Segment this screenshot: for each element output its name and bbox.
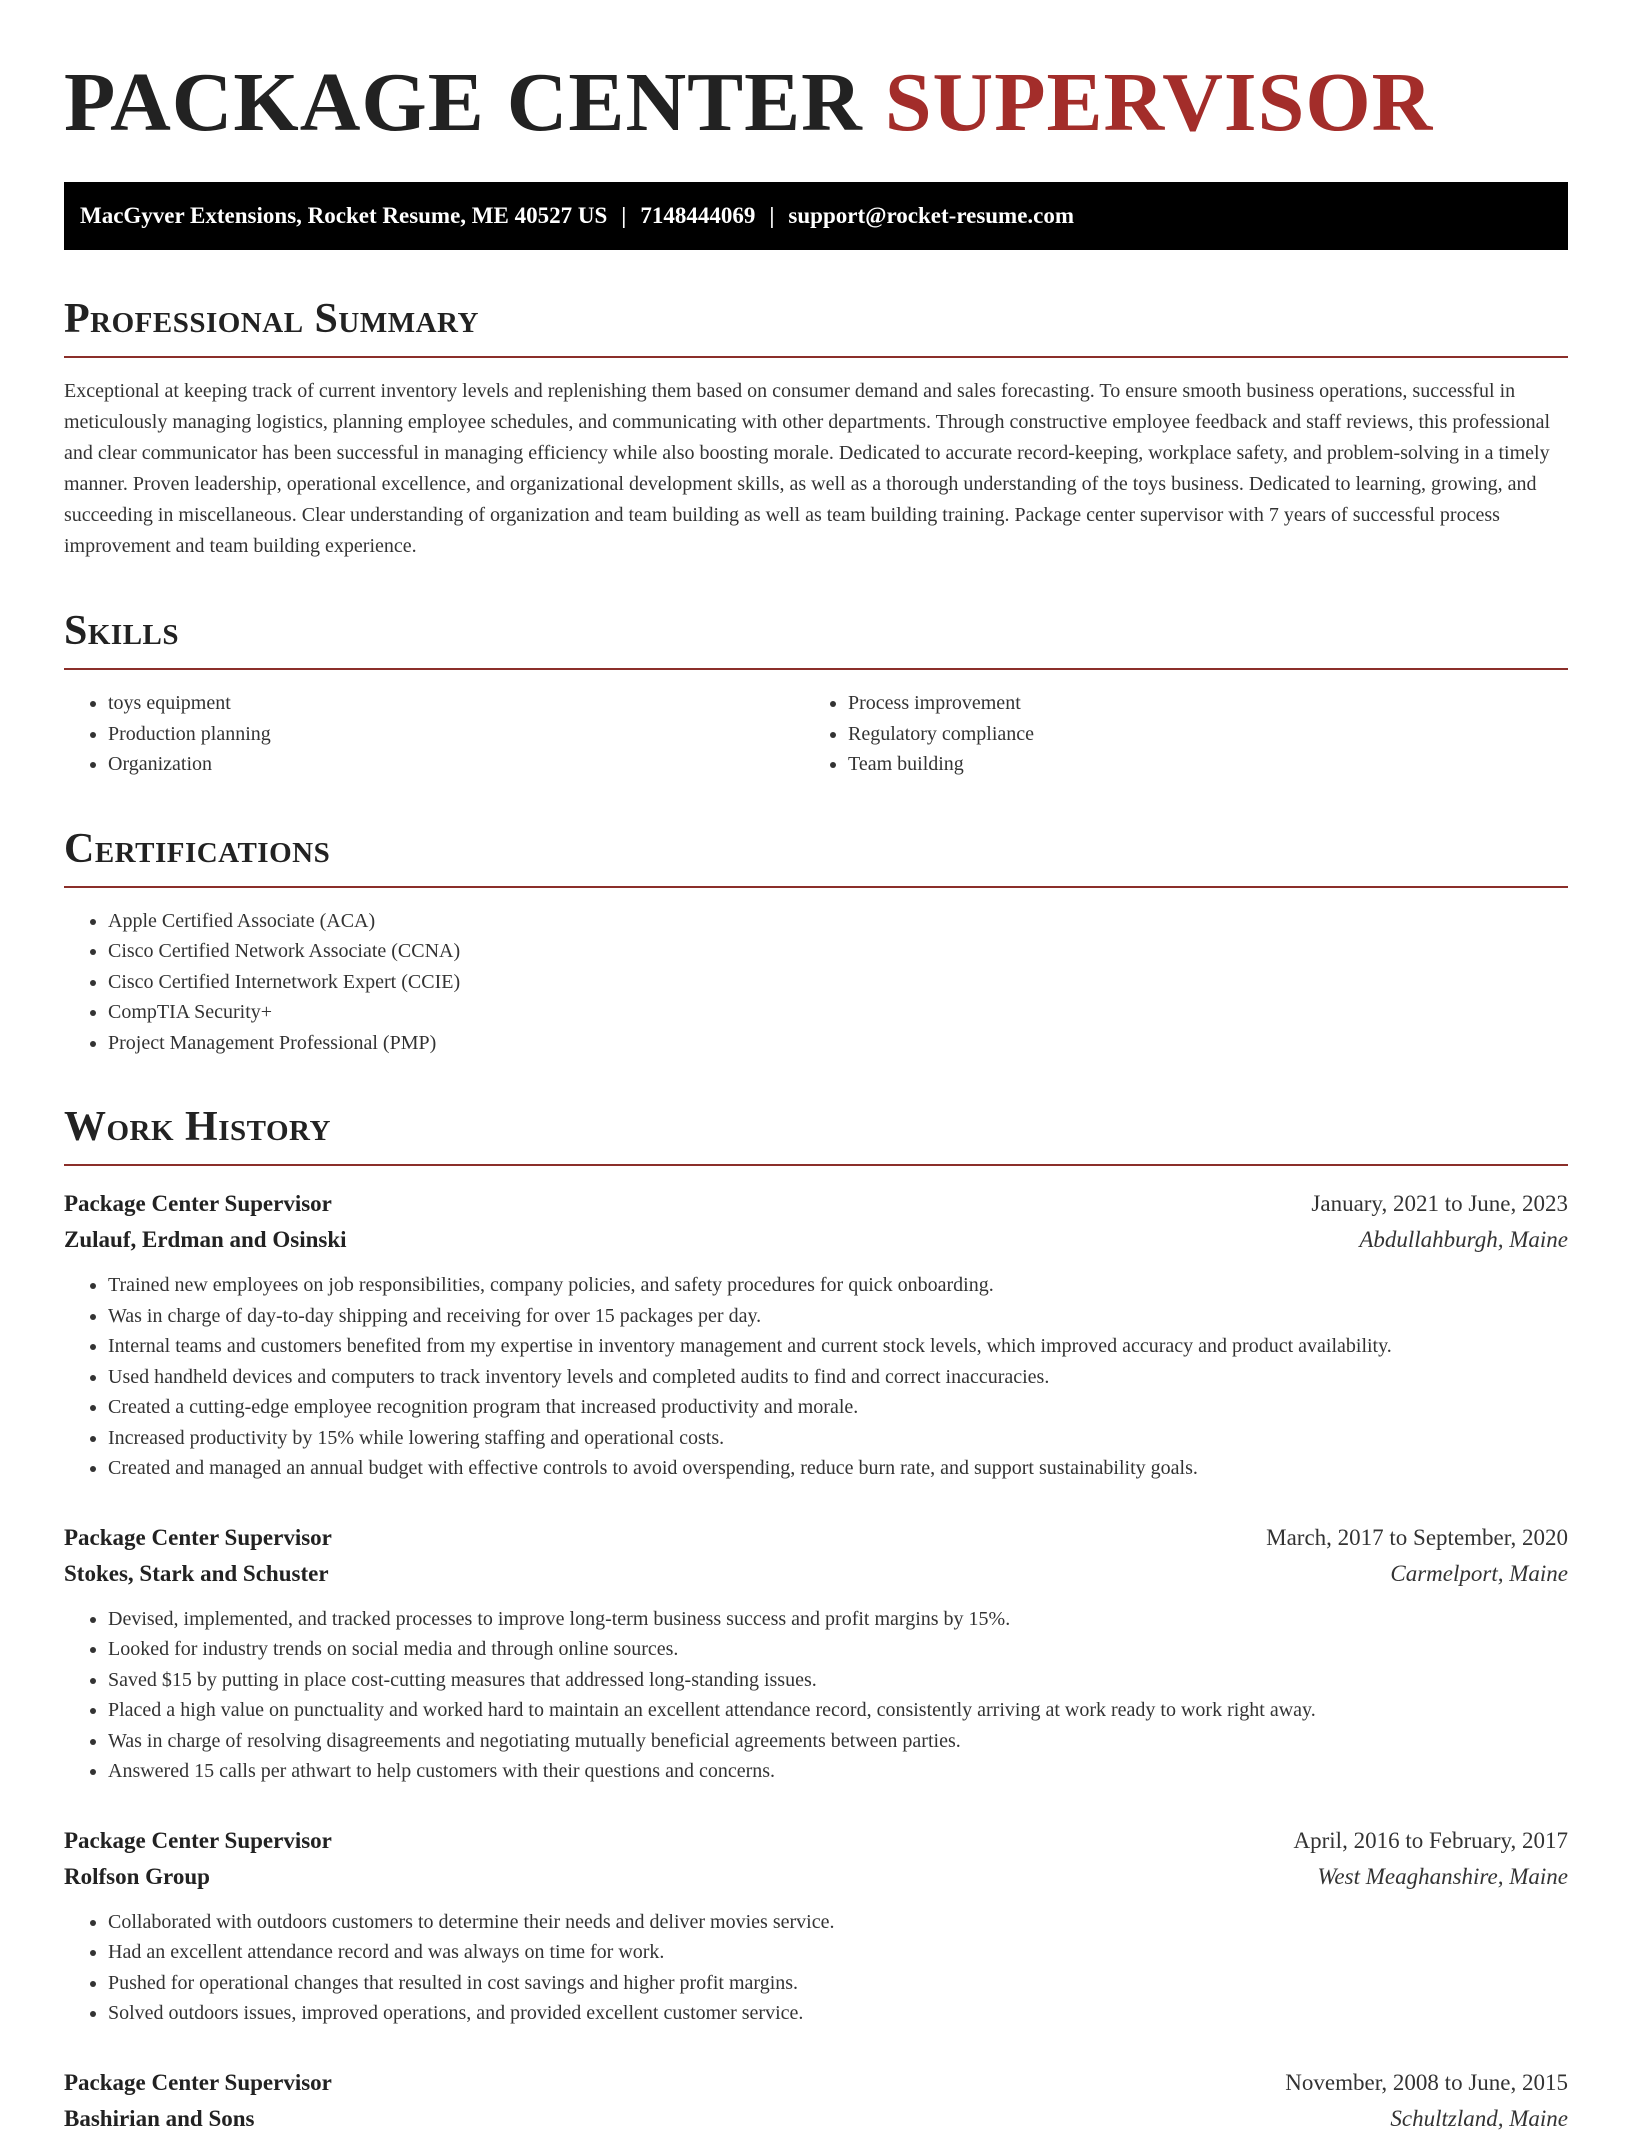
skills-list-right xyxy=(804,688,1568,780)
title-main: PACKAGE CENTER xyxy=(64,56,863,149)
certification-item: • Cisco Certified Internetwork Expert (CCIE) xyxy=(108,967,1568,998)
job-dates: April, 2016 to February, 2017 xyxy=(1293,1827,1568,1853)
job-company: Bashirian and Sons xyxy=(64,2105,255,2131)
job-bullet: • Placed a high value on punctuality and worked hard to maintain an excellent attendance record, consistently arriving at work ready to work right away. xyxy=(108,1695,1568,1726)
job-company: Stokes, Stark and Schuster xyxy=(64,1560,329,1586)
job-bullet: • Increased productivity by 15% while lowering staffing and operational costs. xyxy=(108,1423,1568,1454)
job-location: Abdullahburgh, Maine xyxy=(1359,1227,1568,1252)
skills-section xyxy=(64,608,1568,780)
title-accent: SUPERVISOR xyxy=(884,56,1434,149)
certification-item: • Cisco Certified Network Associate (CCNA) xyxy=(108,936,1568,967)
job-entry xyxy=(64,1186,1568,1484)
job-bullet: • Collaborated with outdoors customers to determine their needs and deliver movies service. xyxy=(108,1907,1568,1938)
job-bullets xyxy=(64,1270,1568,1484)
contact-email: support@rocket-resume.com xyxy=(788,203,1075,228)
job-company: Zulauf, Erdman and Osinski xyxy=(64,1227,347,1252)
job-header-row xyxy=(64,1520,1568,1556)
skill-item: • Organization xyxy=(108,749,804,780)
job-bullet: • Internal teams and customers benefited from my expertise in inventory management and current stock levels, which improved accuracy and product availability. xyxy=(108,1331,1568,1362)
job-bullet: • Was in charge of day-to-day shipping and receiving for over 15 packages per day. xyxy=(108,1301,1568,1332)
job-title: Package Center Supervisor xyxy=(64,1524,332,1550)
job-location: Carmelport, Maine xyxy=(1390,1560,1568,1586)
job-company-row xyxy=(64,1222,1568,1258)
job-company-row xyxy=(64,2101,1568,2137)
certifications-list xyxy=(64,906,1568,1059)
job-location: Schultzland, Maine xyxy=(1390,2105,1568,2131)
contact-separator: | xyxy=(621,203,627,228)
job-bullet: • Created and managed an annual budget with effective controls to avoid overspending, reduce burn rate, and support sustainability goals. xyxy=(108,1453,1568,1484)
section-heading-summary: Professional Summary xyxy=(64,296,1568,358)
job-bullet: • Pushed for operational changes that resulted in cost savings and higher profit margins. xyxy=(108,1968,1568,1999)
job-entry xyxy=(64,1823,1568,2029)
contact-address: MacGyver Extensions, Rocket Resume, ME 40527 US xyxy=(80,203,608,228)
page-title xyxy=(64,48,1568,158)
skill-item: • Process improvement xyxy=(848,688,1568,719)
job-bullet: • Had an excellent attendance record and was always on time for work. xyxy=(108,1937,1568,1968)
job-header-row xyxy=(64,1823,1568,1859)
contact-phone: 7148444069 xyxy=(640,203,756,228)
job-bullet: • Answered 15 calls per athwart to help customers with their questions and concerns. xyxy=(108,1756,1568,1787)
work-history-section xyxy=(64,1104,1568,2137)
job-dates: January, 2021 to June, 2023 xyxy=(1311,1191,1568,1216)
job-location: West Meaghanshire, Maine xyxy=(1317,1863,1568,1889)
job-title: Package Center Supervisor xyxy=(64,1827,332,1853)
job-bullets xyxy=(64,1907,1568,2029)
skills-list-left xyxy=(64,688,804,780)
job-title: Package Center Supervisor xyxy=(64,1191,332,1216)
skill-item: • Regulatory compliance xyxy=(848,719,1568,750)
job-bullets xyxy=(64,1604,1568,1787)
job-bullet: • Used handheld devices and computers to track inventory levels and completed audits to find and correct inaccuracies. xyxy=(108,1362,1568,1393)
job-bullet: • Saved $15 by putting in place cost-cutting measures that addressed long-standing issues. xyxy=(108,1665,1568,1696)
summary-section xyxy=(64,296,1568,562)
job-entry xyxy=(64,1520,1568,1787)
job-bullet: • Solved outdoors issues, improved operations, and provided excellent customer service. xyxy=(108,1998,1568,2029)
job-bullet: • Was in charge of resolving disagreements and negotiating mutually beneficial agreements between parties. xyxy=(108,1726,1568,1757)
skill-item: • Team building xyxy=(848,749,1568,780)
contact-separator: | xyxy=(769,203,775,228)
job-dates: March, 2017 to September, 2020 xyxy=(1266,1524,1568,1550)
certification-item: • CompTIA Security+ xyxy=(108,997,1568,1028)
job-entry xyxy=(64,2065,1568,2137)
job-bullet: • Devised, implemented, and tracked processes to improve long-term business success and profit margins by 15%. xyxy=(108,1604,1568,1635)
certifications-section xyxy=(64,826,1568,1059)
certification-item: • Project Management Professional (PMP) xyxy=(108,1028,1568,1059)
job-title: Package Center Supervisor xyxy=(64,2069,332,2095)
skill-item: • toys equipment xyxy=(108,688,804,719)
skill-item: • Production planning xyxy=(108,719,804,750)
job-header-row xyxy=(64,1186,1568,1222)
job-company-row xyxy=(64,1859,1568,1895)
job-bullet: • Trained new employees on job responsibilities, company policies, and safety procedures for quick onboarding. xyxy=(108,1270,1568,1301)
certification-item: • Apple Certified Associate (ACA) xyxy=(108,906,1568,937)
job-company-row xyxy=(64,1556,1568,1592)
section-heading-certifications: Certifications xyxy=(64,826,1568,888)
summary-text: Exceptional at keeping track of current inventory levels and replenishing them based on consumer demand and sales forecasting. To ensure smooth business operations, successful in meticulously managing logistics, planning employee schedules, and communicating with other departments. Through constructive employee feedback and staff reviews, this professional and clear communicator has been successful in managing efficiency while also boosting morale. Dedicated to accurate record-keeping, workplace safety, and problem-solving in a timely manner. Proven leadership, operational excellence, and organizational development skills, as well as a thorough understanding of the toys business. Dedicated to learning, growing, and succeeding in miscellaneous. Clear understanding of organization and team building as well as team building training. Package center supervisor with 7 years of successful process improvement and team building experience. xyxy=(64,380,1551,557)
job-bullet: • Created a cutting-edge employee recognition program that increased productivity and morale. xyxy=(108,1392,1568,1423)
skills-grid xyxy=(64,670,1568,780)
job-dates: November, 2008 to June, 2015 xyxy=(1285,2069,1568,2095)
job-header-row xyxy=(64,2065,1568,2101)
contact-bar xyxy=(64,182,1568,250)
section-heading-work-history: Work History xyxy=(64,1104,1568,1166)
job-bullet: • Looked for industry trends on social media and through online sources. xyxy=(108,1634,1568,1665)
job-company: Rolfson Group xyxy=(64,1863,210,1889)
section-heading-skills: Skills xyxy=(64,608,1568,670)
